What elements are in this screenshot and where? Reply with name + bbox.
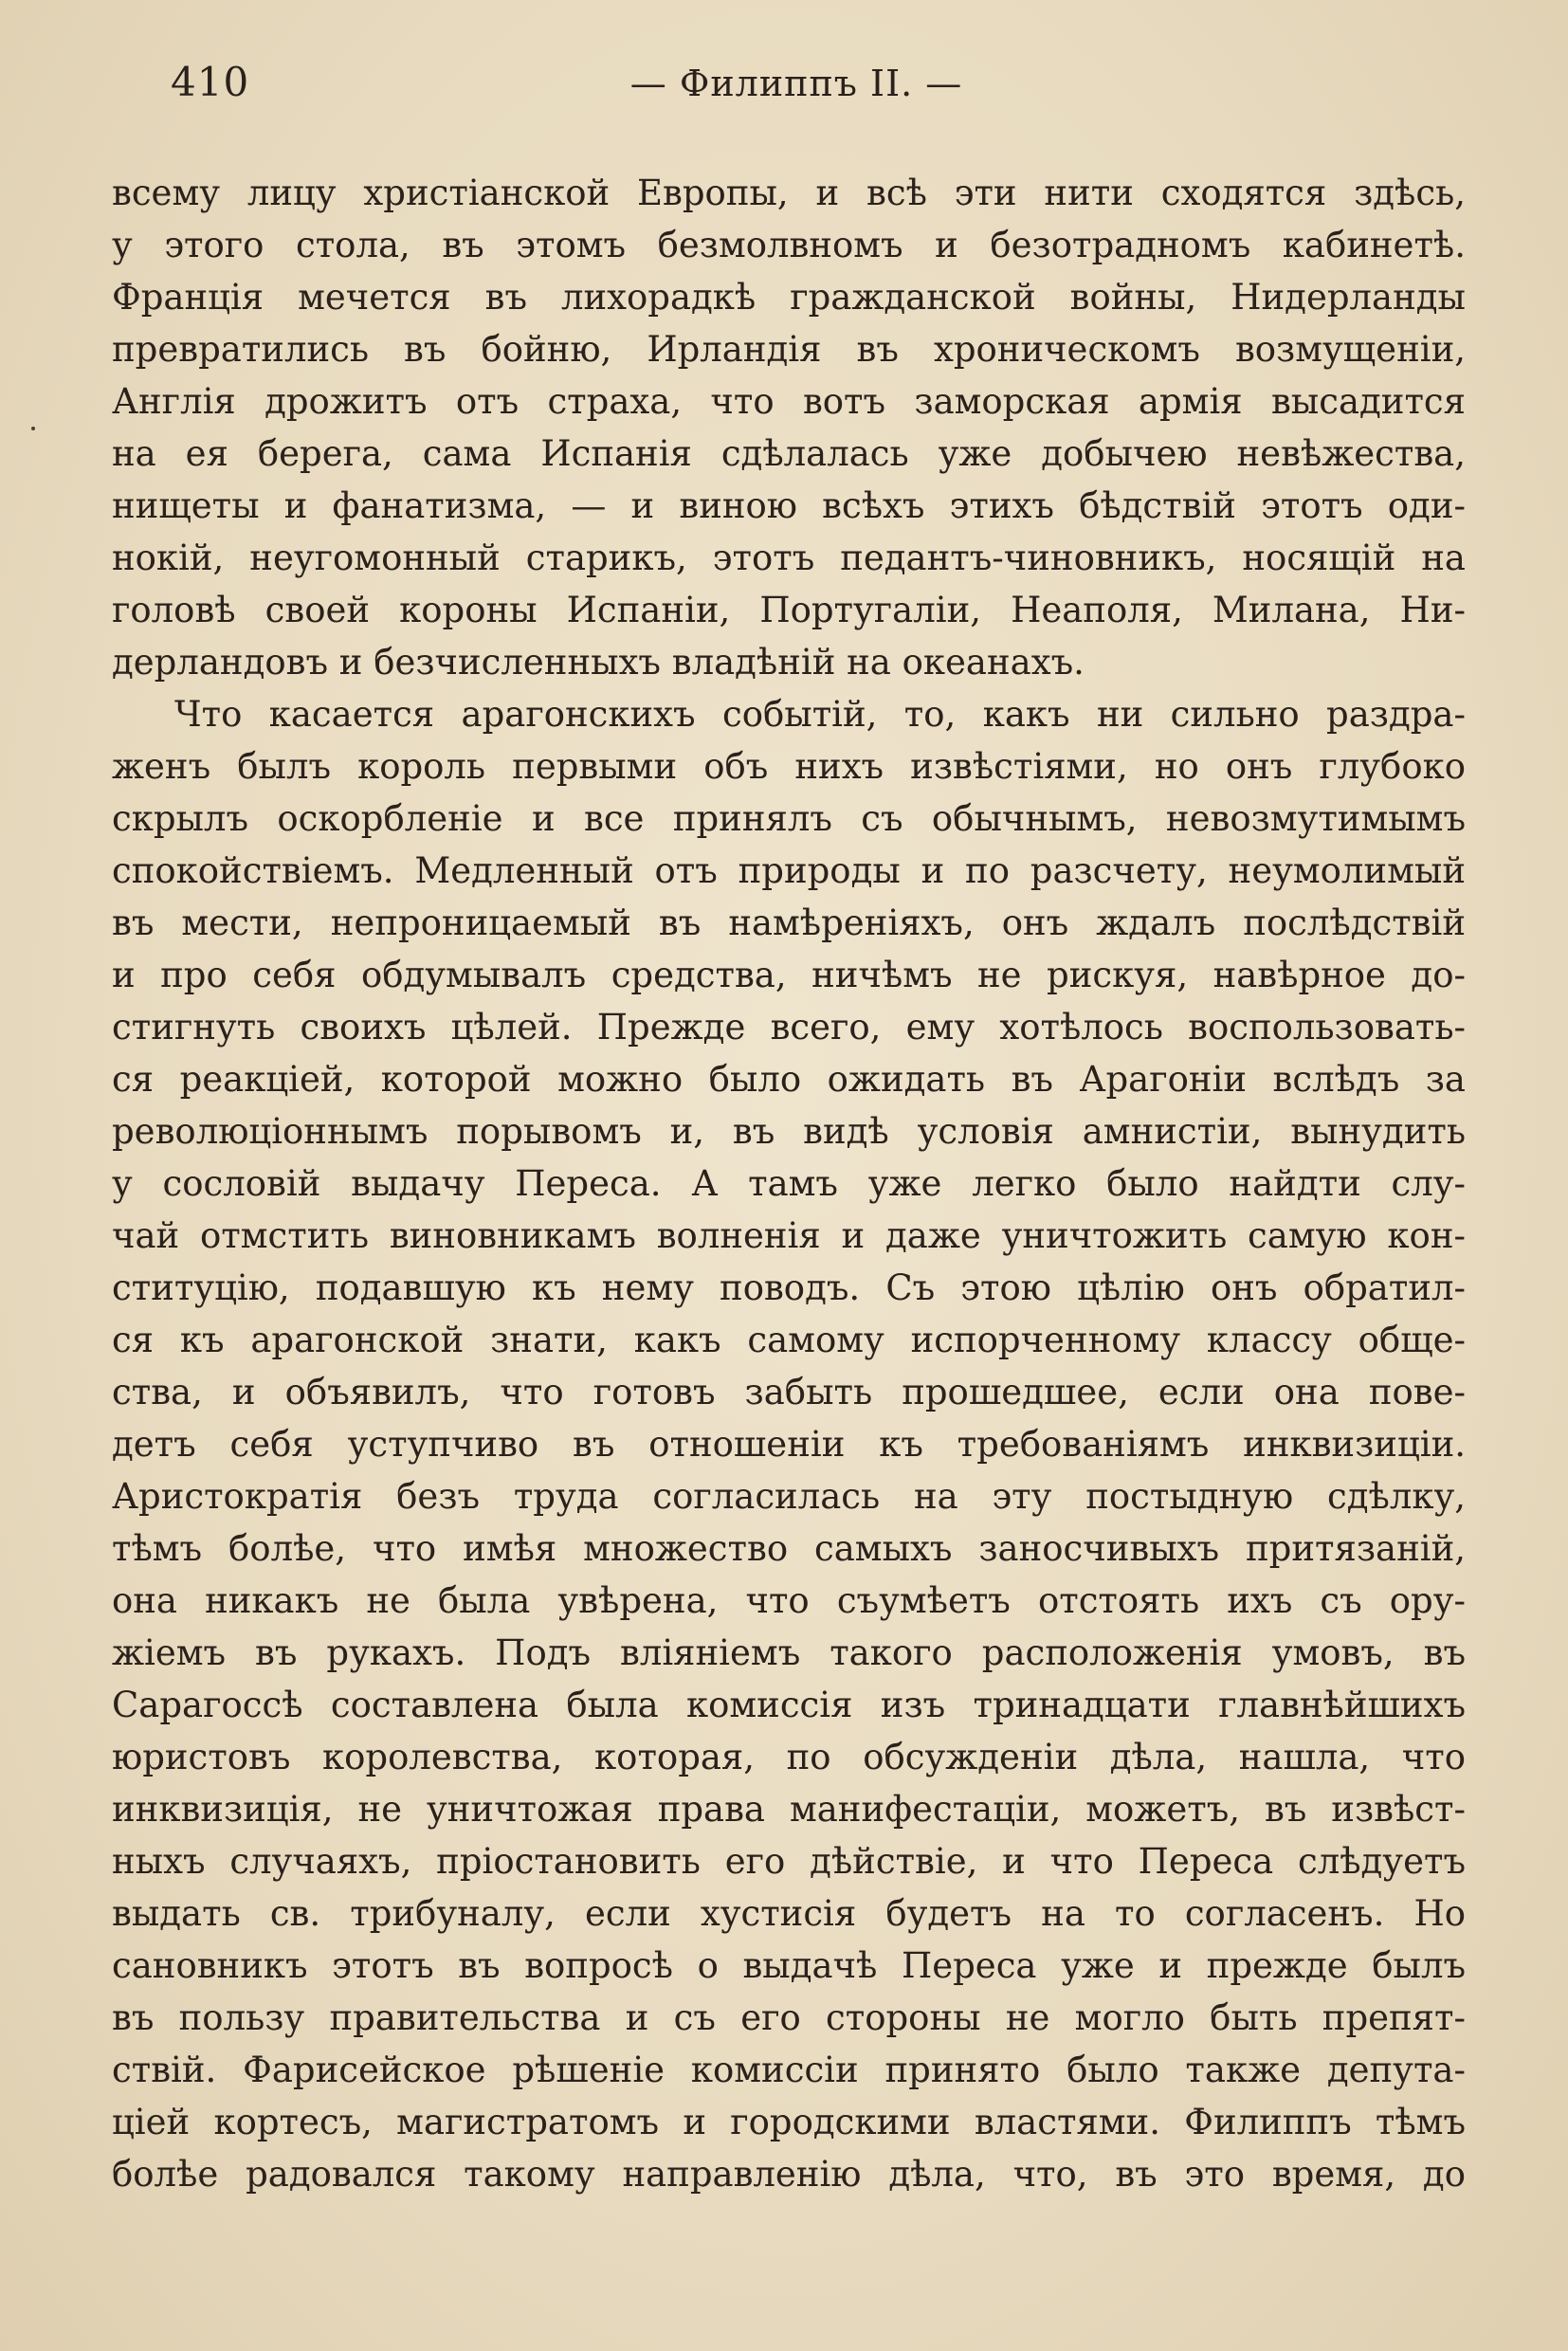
text-line: болѣе радовался такому направленію дѣла, что, въ это время, до [112,2154,1466,2195]
text-line: женъ былъ король первыми объ нихъ извѣстіями, но онъ глубоко [112,746,1466,787]
text-line: спокойствіемъ. Медленный отъ природы и по разсчету, неумолимый [112,850,1466,891]
text-line: тѣмъ болѣе, что имѣя множество самыхъ заносчивыхъ притязаній, [112,1528,1466,1569]
body-text [112,167,1466,2200]
text-line: дерландовъ и безчисленныхъ владѣній на океанахъ. [112,642,1085,683]
text-line: революціоннымъ порывомъ и, въ видѣ условія амнистіи, вынудить [112,1111,1466,1152]
text-line: выдать св. трибуналу, если хустисія будетъ на то согласенъ. Но [112,1893,1466,1934]
text-line: на ея берега, сама Испанія сдѣлалась уже добычею невѣжества, [112,433,1466,474]
text-line: нокій, неугомонный старикъ, этотъ педантъ-чиновникъ, носящій на [112,538,1466,578]
text-line: стигнуть своихъ цѣлей. Прежде всего, ему хотѣлось воспользовать- [112,1007,1466,1048]
text-line: головѣ своей короны Испаніи, Португаліи, Неаполя, Милана, Ни- [112,590,1466,630]
text-line: скрылъ оскорбленіе и все принялъ съ обычнымъ, невозмутимымъ [112,798,1466,839]
text-line: ся реакціей, которой можно было ожидать въ Арагоніи вслѣдъ за [112,1059,1466,1100]
text-line: всему лицу христіанской Европы, и всѣ эти нити сходятся здѣсь, [112,173,1466,213]
text-line: Франція мечется въ лихорадкѣ гражданской войны, Нидерланды [112,277,1466,318]
text-line: ся къ арагонской знати, какъ самому испорченному классу обще- [112,1320,1466,1360]
running-head: — Филиппъ II. — [629,63,963,104]
text-line: въ мести, непроницаемый въ намѣреніяхъ, онъ ждалъ послѣдствій [112,902,1466,943]
text-line: Что касается арагонскихъ событій, то, какъ ни сильно раздра- [174,694,1466,735]
text-line: юристовъ королевства, которая, по обсужденіи дѣла, нашла, что [112,1737,1466,1777]
text-line: ституцію, подавшую къ нему поводъ. Съ этою цѣлію онъ обратил- [112,1267,1466,1308]
ink-speck [31,427,35,430]
text-line: чай отмстить виновникамъ волненія и даже уничтожить самую кон- [112,1215,1466,1256]
text-line: въ пользу правительства и съ его стороны не могло быть препят- [112,1997,1466,2038]
text-line: и про себя обдумывалъ средства, ничѣмъ не рискуя, навѣрное до- [112,955,1466,995]
text-line: нищеты и фанатизма, — и виною всѣхъ этихъ бѣдствій этотъ оди- [112,485,1466,526]
text-line: детъ себя уступчиво въ отношеніи къ требованіямъ инквизиціи. [112,1424,1466,1465]
text-line: Сарагоссѣ составлена была комиссія изъ тринадцати главнѣйшихъ [112,1685,1466,1725]
text-line: Англія дрожитъ отъ страха, что вотъ заморская армія высадится [112,381,1466,422]
page-number: 410 [171,59,250,105]
text-line: у сословій выдачу Переса. А тамъ уже легко было найдти слу- [112,1163,1466,1204]
text-line: Аристократія безъ труда согласилась на эту постыдную сдѣлку, [112,1476,1466,1517]
text-line: инквизиція, не уничтожая права манифестаціи, можетъ, въ извѣст- [112,1789,1466,1830]
text-line: у этого стола, въ этомъ безмолвномъ и безотрадномъ кабинетѣ. [112,225,1466,265]
text-line: жіемъ въ рукахъ. Подъ вліяніемъ такого расположенія умовъ, въ [112,1632,1466,1673]
text-line: ствій. Фарисейское рѣшеніе комиссіи принято было также депута- [112,2050,1466,2090]
text-line: ныхъ случаяхъ, пріостановить его дѣйствіе, и что Переса слѣдуетъ [112,1841,1466,1882]
text-line: ціей кортесъ, магистратомъ и городскими властями. Филиппъ тѣмъ [112,2102,1466,2142]
text-line: сановникъ этотъ въ вопросѣ о выдачѣ Переса уже и прежде былъ [112,1945,1466,1986]
text-line: она никакъ не была увѣрена, что съумѣетъ отстоять ихъ съ ору- [112,1580,1466,1621]
text-line: ства, и объявилъ, что готовъ забыть прошедшее, если она пове- [112,1372,1466,1412]
text-line: превратились въ бойню, Ирландія въ хроническомъ возмущеніи, [112,329,1466,370]
